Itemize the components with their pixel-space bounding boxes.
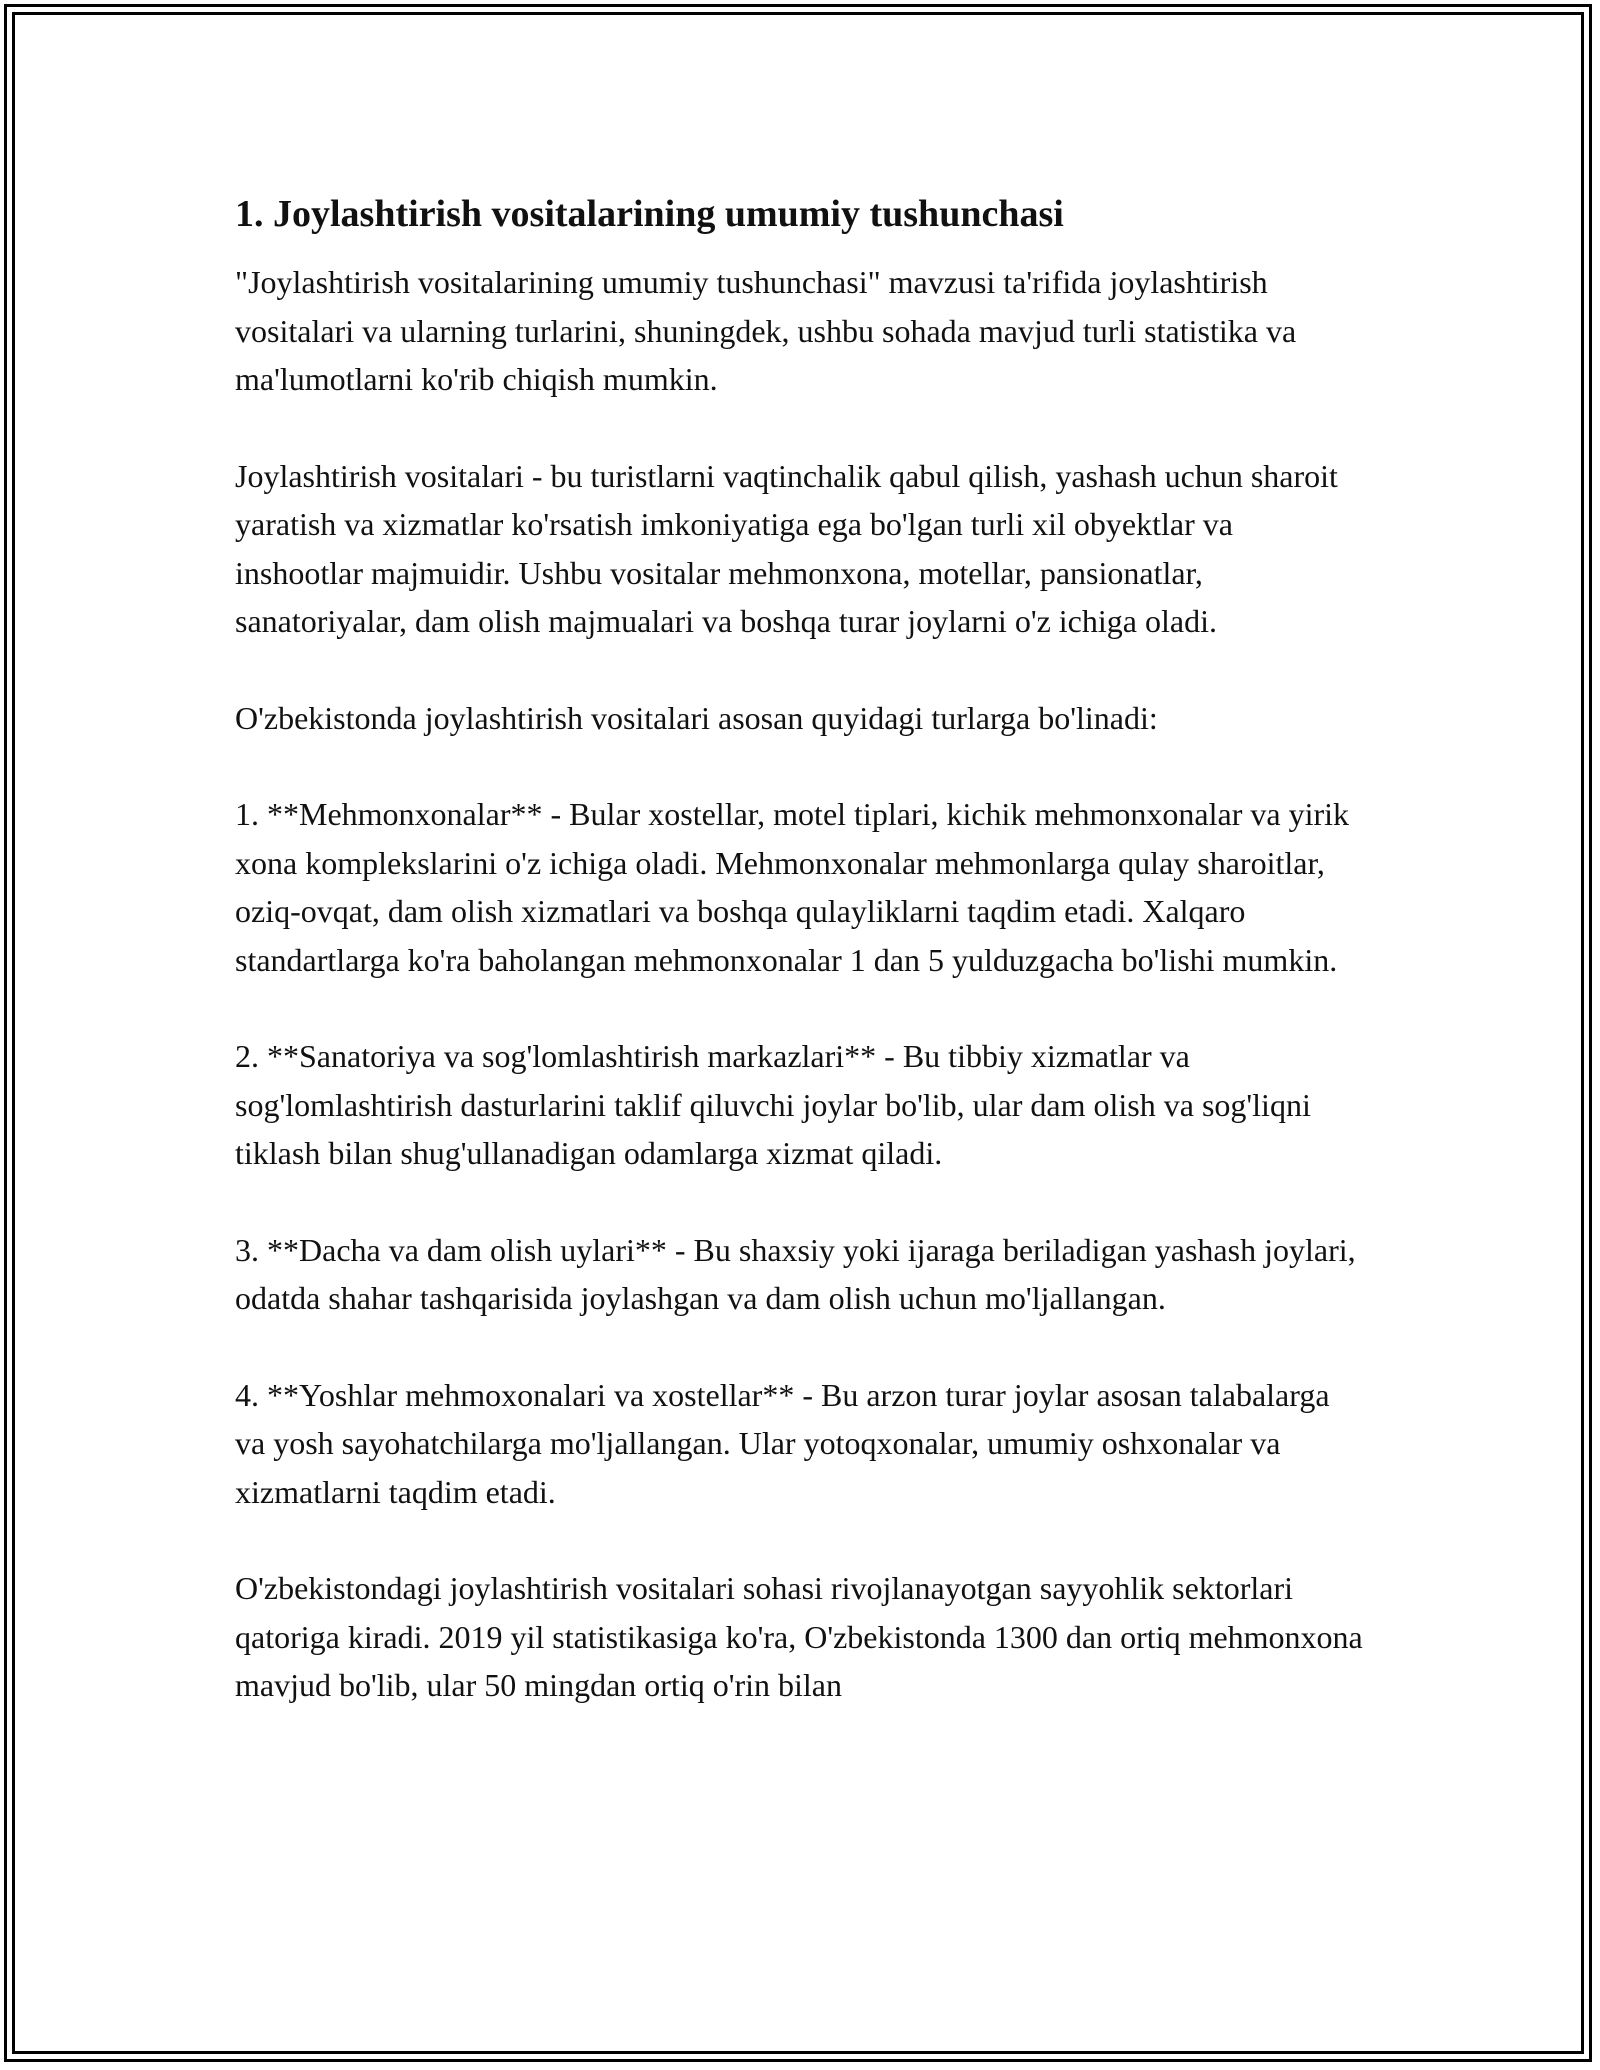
paragraph-types-lead: O'zbekistonda joylashtirish vositalari asosan quyidagi turlarga bo'linadi: (235, 699, 1158, 736)
list-item-hostels: 4. **Yoshlar mehmoxonalari va xostellar** - Bu arzon turar joylar asosan talabalarga va yosh sayohatchilarga mo'ljallangan. Ular yotoqxonalar, umumiy oshxonalar va xizmatlarni taqdim etadi. (235, 1376, 1330, 1510)
document-body (235, 188, 1365, 1710)
paragraph-intro: "Joylashtirish vositalarining umumiy tushunchasi" mavzusi ta'rifida joylashtirish vositalari va ularning turlarini, shuningdek, ushbu sohada mavjud turli statistika va ma'lumotlarni ko'rib chiqish mumkin. (235, 264, 1297, 397)
section-heading: 1. Joylashtirish vositalarining umumiy tushunchasi (235, 193, 1064, 235)
list-item-dachas: 3. **Dacha va dam olish uylari** - Bu shaxsiy yoki ijaraga beriladigan yashash joylari, odatda shahar tashqarisida joylashgan va dam olish uchun mo'ljallangan. (235, 1231, 1356, 1316)
list-item-hotels: 1. **Mehmonxonalar** - Bular xostellar, motel tiplari, kichik mehmonxonalar va yirik xona komplekslarini o'z ichiga oladi. Mehmonxonalar mehmonlarga qulay sharoitlar, oziq-ovqat, dam olish xizmatlari va boshqa qulayliklarni taqdim etadi. Xalqaro standartlarga ko'ra baholangan mehmonxonalar 1 dan 5 yulduzgacha bo'lishi mumkin. (235, 796, 1350, 978)
paragraph-statistics: O'zbekistondagi joylashtirish vositalari sohasi rivojlanayotgan sayyohlik sektorlari qatoriga kiradi. 2019 yil statistikasiga ko'ra, O'zbekistonda 1300 dan ortiq mehmonxona mavjud bo'lib, ular 50 mingdan ortiq o'rin bilan (235, 1570, 1363, 1703)
paragraph-definition: Joylashtirish vositalari - bu turistlarni vaqtinchalik qabul qilish, yashash uchun sharoit yaratish va xizmatlar ko'rsatish imkoniyatiga ega bo'lgan turli xil obyektlar va inshootlar majmuidir. Ushbu vositalar mehmonxona, motellar, pansionatlar, sanatoriyalar, dam olish majmualari va boshqa turar joylarni o'z ichiga oladi. (235, 457, 1338, 639)
list-item-sanatoriums: 2. **Sanatoriya va sog'lomlashtirish markazlari** - Bu tibbiy xizmatlar va sog'lomlashtirish dasturlarini taklif qiluvchi joylar bo'lib, ular dam olish va sog'liqni tiklash bilan shug'ullanadigan odamlarga xizmat qiladi. (235, 1038, 1311, 1171)
